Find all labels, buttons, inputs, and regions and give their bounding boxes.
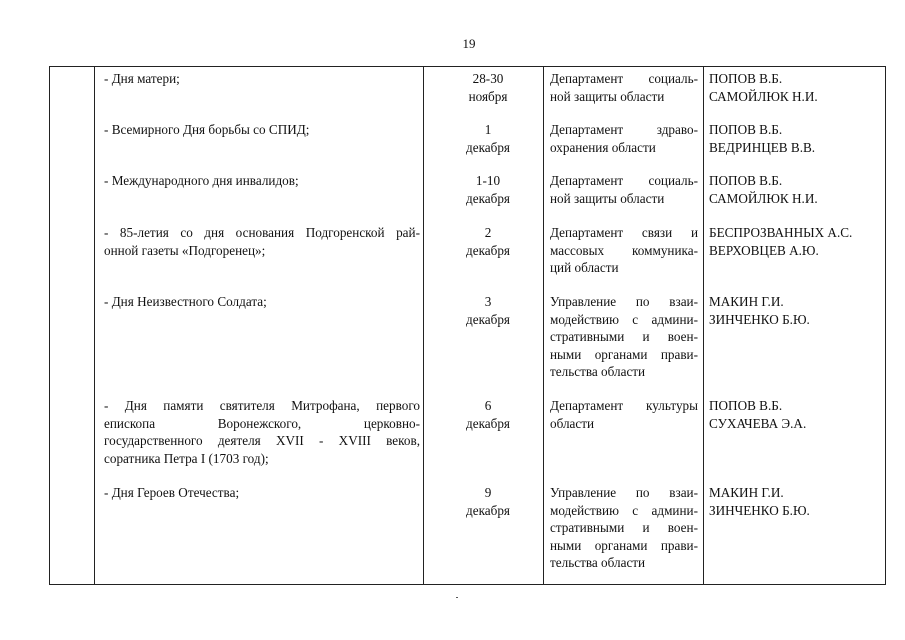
department-cell-line: Департамент связи и [550, 225, 698, 240]
department-cell-line: тельства области [550, 555, 646, 570]
department-cell [550, 121, 698, 156]
responsible-cell-line: ПОПОВ В.Б. [709, 71, 783, 86]
department-cell-line: Департамент социаль- [550, 173, 698, 188]
department-cell-line: области [550, 415, 595, 431]
department-cell-line: ной защиты области [550, 88, 665, 104]
date-cell-line: декабря [466, 190, 510, 206]
event-cell-line: - Дня матери; [104, 71, 180, 86]
department-cell-line: массовых коммуника- [550, 242, 698, 258]
department-cell [550, 172, 698, 207]
responsible-cell-line: СУХАЧЕВА Э.А. [709, 415, 807, 431]
date-cell-line: декабря [466, 139, 510, 155]
date-cell [430, 484, 546, 519]
department-cell [550, 224, 698, 277]
event-cell-line: - Дня Героев Отечества; [104, 485, 240, 500]
responsible-cell [709, 121, 887, 156]
responsible-cell [709, 224, 887, 259]
event-cell [104, 121, 420, 139]
page-mark [456, 597, 458, 598]
department-cell [550, 293, 698, 381]
date-cell-line: 9 [484, 485, 492, 500]
event-cell-line: онной газеты «Подгоренец»; [104, 242, 266, 258]
responsible-cell [709, 293, 887, 328]
department-cell-line: Департамент социаль- [550, 71, 698, 86]
department-cell-line: ными органами прави- [550, 346, 698, 362]
responsible-cell-line: ПОПОВ В.Б. [709, 122, 783, 137]
date-cell [430, 397, 546, 432]
department-cell [550, 397, 698, 432]
event-cell [104, 484, 420, 502]
department-cell-line: Управление по взаи- [550, 485, 698, 500]
department-cell-line: модействию с админи- [550, 502, 698, 518]
department-cell-line: тельства области [550, 364, 646, 379]
department-cell-line: ной защиты области [550, 190, 665, 206]
date-cell-line: ноября [468, 88, 508, 104]
column-divider [423, 67, 424, 584]
responsible-cell [709, 397, 887, 432]
date-cell-line: декабря [466, 311, 510, 327]
responsible-cell-line: ВЕРХОВЦЕВ А.Ю. [709, 242, 819, 258]
date-cell [430, 172, 546, 207]
responsible-cell-line: ЗИНЧЕНКО Б.Ю. [709, 311, 810, 327]
department-cell [550, 484, 698, 572]
date-cell-line: 28-30 [472, 71, 504, 86]
responsible-cell-line: ПОПОВ В.Б. [709, 173, 783, 188]
date-cell [430, 70, 546, 105]
date-cell-line: 1 [484, 122, 492, 137]
event-cell [104, 293, 420, 311]
department-cell-line: Департамент здраво- [550, 122, 698, 137]
event-cell [104, 172, 420, 190]
date-cell-line: 1-10 [475, 173, 501, 188]
date-cell-line: декабря [466, 242, 510, 258]
responsible-cell-line: САМОЙЛЮК Н.И. [709, 190, 818, 206]
event-cell-line: государственного деятеля XVII - XVIII веков, [104, 433, 420, 448]
department-cell-line: модействию с админи- [550, 311, 698, 327]
responsible-cell-line: ВЕДРИНЦЕВ В.В. [709, 139, 816, 155]
date-cell-line: 2 [484, 225, 492, 240]
responsible-cell-line: БЕСПРОЗВАННЫХ А.С. [709, 225, 853, 240]
date-cell-line: 6 [484, 398, 492, 413]
department-cell-line: ций области [550, 260, 619, 275]
department-cell-line: Департамент культуры [550, 398, 698, 413]
date-cell-line: 3 [484, 294, 492, 309]
department-cell-line: охранения области [550, 139, 656, 155]
column-divider [94, 67, 95, 584]
event-cell-line: - Всемирного Дня борьбы со СПИД; [104, 122, 310, 137]
event-cell-line: - Дня Неизвестного Солдата; [104, 294, 267, 309]
date-cell [430, 224, 546, 259]
responsible-cell [709, 70, 887, 105]
department-cell-line: Управление по взаи- [550, 294, 698, 309]
responsible-cell-line: ЗИНЧЕНКО Б.Ю. [709, 502, 810, 518]
responsible-cell-line: МАКИН Г.И. [709, 294, 784, 309]
department-cell [550, 70, 698, 105]
responsible-cell [709, 484, 887, 519]
date-cell-line: декабря [466, 415, 510, 431]
events-table [49, 66, 886, 585]
responsible-cell-line: САМОЙЛЮК Н.И. [709, 88, 818, 104]
column-divider [703, 67, 704, 584]
date-cell-line: декабря [466, 502, 510, 518]
responsible-cell-line: ПОПОВ В.Б. [709, 398, 783, 413]
department-cell-line: стративными и воен- [550, 520, 698, 535]
responsible-cell [709, 172, 887, 207]
event-cell [104, 70, 420, 88]
responsible-cell-line: МАКИН Г.И. [709, 485, 784, 500]
event-cell-line: - Дня памяти святителя Митрофана, первого [104, 398, 420, 413]
event-cell [104, 397, 420, 467]
event-cell-line: соратника Петра I (1703 год); [104, 450, 269, 466]
event-cell-line: - 85-летия со дня основания Подгоренской рай- [104, 225, 420, 240]
event-cell-line: - Международного дня инвалидов; [104, 173, 299, 188]
page-number: 19 [462, 36, 476, 51]
event-cell [104, 224, 420, 259]
event-cell-line: епископа Воронежского, церковно- [104, 415, 420, 431]
department-cell-line: ными органами прави- [550, 537, 698, 553]
department-cell-line: стративными и воен- [550, 329, 698, 344]
date-cell [430, 293, 546, 328]
date-cell [430, 121, 546, 156]
